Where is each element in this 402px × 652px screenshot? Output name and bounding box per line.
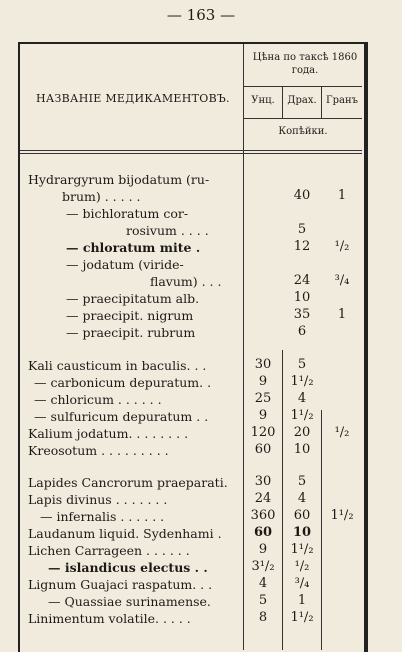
row-drach: 5	[297, 357, 307, 372]
header-col-gran: Гранъ	[325, 95, 358, 106]
row-name: flavum) . . .	[150, 274, 222, 289]
row-drach: ³/₄	[294, 576, 310, 591]
row-name: brum) . . . . .	[62, 189, 141, 204]
row-unc: 9	[258, 374, 268, 389]
row-name: Lapides Cancrorum praeparati.	[28, 475, 228, 490]
row-unc: 120	[250, 425, 276, 440]
row-drach: 1¹/₂	[290, 408, 314, 423]
row-unc: 60	[254, 442, 272, 457]
row-drach: 10	[293, 442, 311, 457]
row-unc: 3¹/₂	[251, 559, 275, 574]
header-bottom-line	[20, 150, 362, 151]
row-drach: 40	[293, 188, 311, 203]
row-name: — Quassiae surinamense.	[48, 594, 211, 609]
row-unc: 30	[254, 357, 272, 372]
row-drach: 24	[293, 273, 311, 288]
row-drach: 1¹/₂	[290, 374, 314, 389]
row-drach: 10	[292, 525, 312, 540]
row-name: — islandicus electus . .	[48, 560, 208, 575]
header-divider-low	[243, 118, 362, 119]
row-name: — praecipit. nigrum	[66, 308, 194, 323]
row-unc: 9	[258, 408, 268, 423]
header-price-title: Цѣна по таксѣ 1860 года.	[252, 52, 358, 76]
row-drach: 4	[297, 391, 307, 406]
row-name: Kreosotum . . . . . . . . .	[28, 443, 169, 458]
row-name: Laudanum liquid. Sydenhami .	[28, 526, 222, 541]
row-unc: 25	[254, 391, 272, 406]
header-currency: Копѣйки.	[278, 126, 328, 137]
row-unc: 360	[250, 508, 276, 523]
row-name: — chloricum . . . . . .	[34, 392, 162, 407]
row-name: — carbonicum depuratum. .	[34, 375, 212, 390]
row-drach: 35	[293, 307, 311, 322]
row-drach: 10	[293, 290, 311, 305]
row-name: — bichloratum cor-	[66, 206, 189, 221]
header-name-column: НАЗВАНІЕ МЕДИКАМЕНТОВЪ.	[36, 92, 230, 105]
row-name: — jodatum (viride-	[66, 257, 184, 272]
row-gran: ³/₄	[334, 273, 350, 288]
row-unc: 5	[258, 593, 268, 608]
row-unc: 9	[258, 542, 268, 557]
row-unc: 4	[258, 576, 268, 591]
row-drach: 12	[293, 239, 311, 254]
row-gran: 1¹/₂	[330, 508, 354, 523]
header-divider-mid	[243, 86, 362, 87]
page-number: — 163 —	[166, 6, 236, 24]
row-gran: ¹/₂	[334, 239, 350, 254]
row-drach: ¹/₂	[294, 559, 310, 574]
row-name: Lapis divinus . . . . . . .	[28, 492, 168, 507]
row-name: — sulfuricum depuratum . .	[34, 409, 209, 424]
row-name: rosivum . . . .	[126, 223, 209, 238]
row-name: — chloratum mite .	[66, 240, 201, 255]
row-gran: ¹/₂	[334, 425, 350, 440]
row-name: Kalium jodatum. . . . . . . .	[28, 426, 189, 441]
row-name: Lignum Guajaci raspatum. . .	[28, 577, 213, 592]
row-name: Lichen Carrageen . . . . . .	[28, 543, 190, 558]
col-divider-drach-body	[321, 410, 322, 650]
row-drach: 20	[293, 425, 311, 440]
header-col-unc: Унц.	[251, 95, 275, 106]
row-name: — praecipitatum alb.	[66, 291, 200, 306]
row-name: — praecipit. rubrum	[66, 325, 196, 340]
row-name: — infernalis . . . . . .	[40, 509, 165, 524]
row-drach: 1	[297, 593, 307, 608]
row-drach: 1¹/₂	[290, 542, 314, 557]
row-drach: 5	[297, 222, 307, 237]
row-drach: 6	[297, 324, 307, 339]
row-unc: 24	[254, 491, 272, 506]
row-name: Linimentum volatile. . . . .	[28, 611, 191, 626]
row-drach: 1¹/₂	[290, 610, 314, 625]
row-name: Hydrargyrum bijodatum (ru-	[28, 172, 210, 187]
row-drach: 5	[297, 474, 307, 489]
row-drach: 60	[293, 508, 311, 523]
row-name: Kali causticum in baculis. . .	[28, 358, 207, 373]
row-gran: 1	[337, 188, 347, 203]
row-unc: 30	[254, 474, 272, 489]
row-drach: 4	[297, 491, 307, 506]
row-gran: 1	[337, 307, 347, 322]
row-unc: 60	[253, 525, 273, 540]
row-unc: 8	[258, 610, 268, 625]
header-bottom-line-2	[20, 153, 362, 154]
header-col-drach: Драх.	[287, 95, 317, 106]
